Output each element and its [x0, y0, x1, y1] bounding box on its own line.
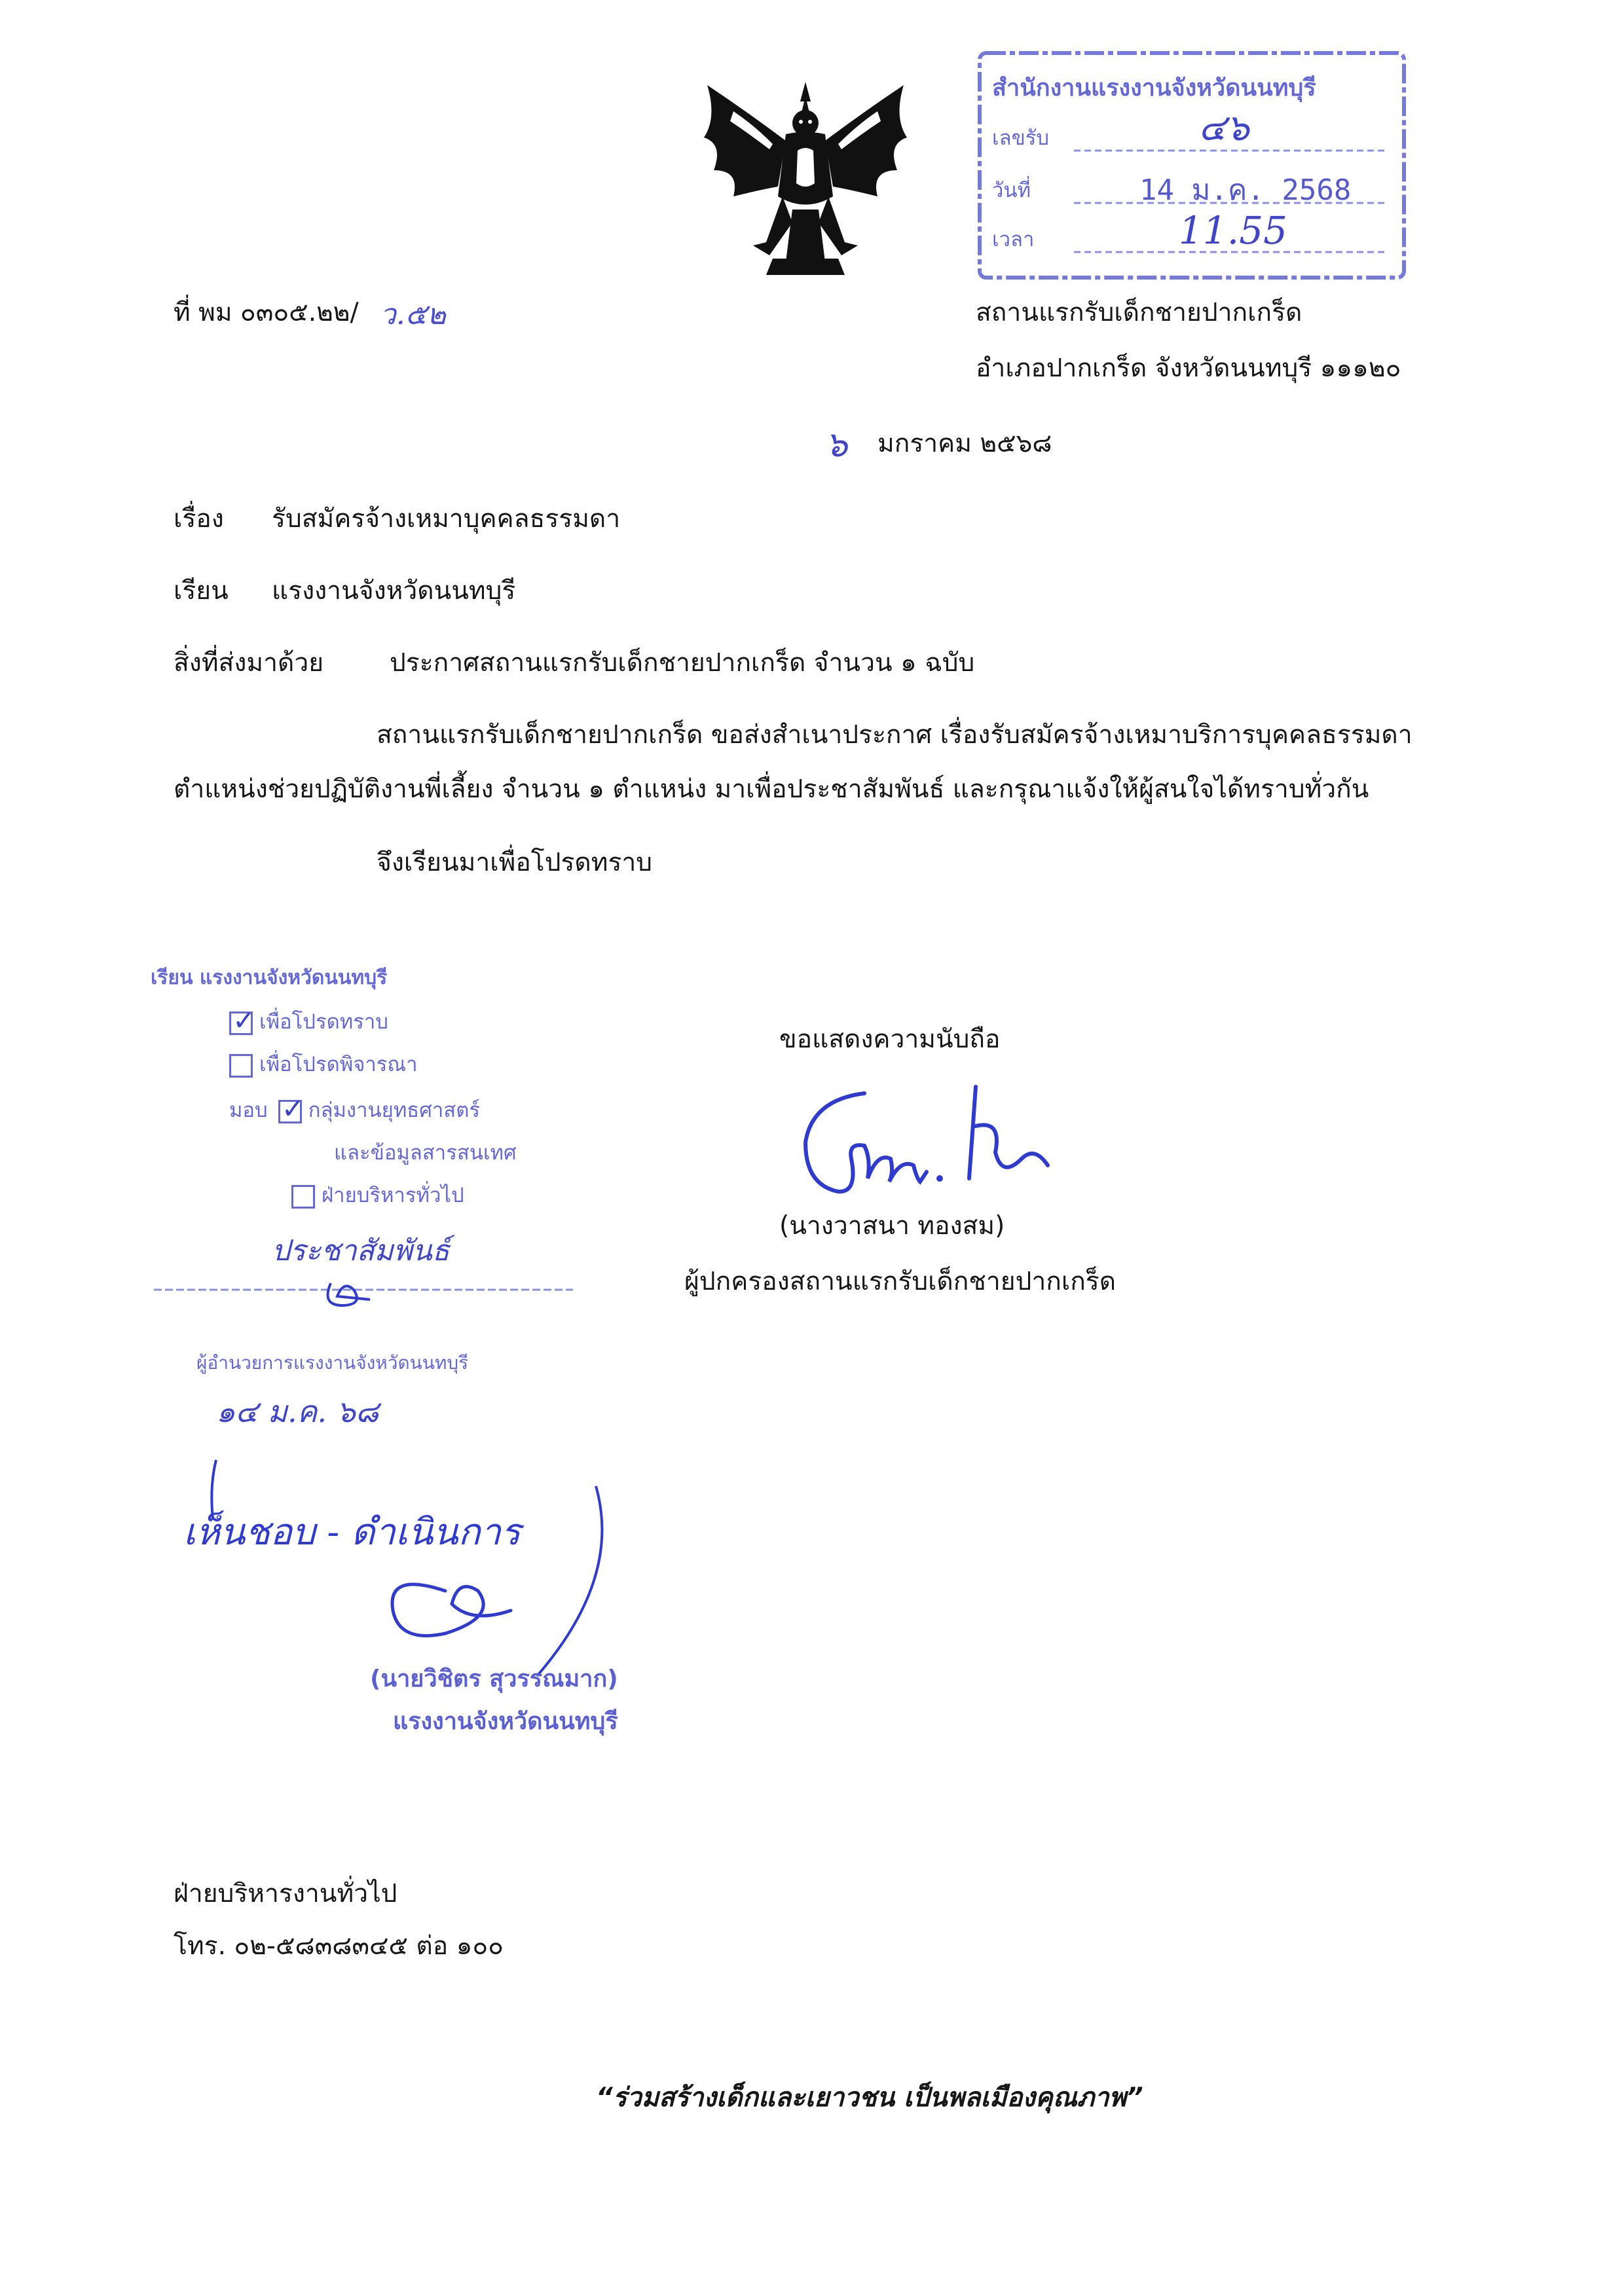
- routing-option-consider-label: เพื่อโปรดพิจารณา: [259, 1053, 418, 1076]
- regards: ขอแสดงความนับถือ: [779, 1025, 1001, 1054]
- routing-handwritten-date: ๑๔ ม.ค. ๖๘: [216, 1394, 379, 1429]
- receipt-stamp-time-label: เวลา: [992, 228, 1035, 251]
- department: ฝ่ายบริหารงานทั่วไป: [174, 1879, 397, 1908]
- signer-name: (นางวาสนา ทองสม): [779, 1211, 1005, 1241]
- routing-option-acknowledge-label: เพื่อโปรดทราบ: [259, 1010, 388, 1034]
- receipt-stamp-date-label: วันที่: [992, 179, 1031, 202]
- body-line2: ตำแหน่งช่วยปฏิบัติงานพี่เลี้ยง จำนวน ๑ ตำแหน่ง มาเพื่อประชาสัมพันธ์ และกรุณาแจ้งให้ผู้สนใจได้ทราบทั่วกัน: [174, 774, 1369, 804]
- enclosure-label: สิ่งที่ส่งมาด้วย: [174, 648, 324, 678]
- body-line1: สถานแรกรับเด็กชายปากเกร็ด ขอส่งสำเนาประกาศ เรื่องรับสมัครจ้างเหมาบริการบุคคลธรรมดา: [377, 720, 1412, 750]
- routing-option-strategy-cont: และข้อมูลสารสนเทศ: [334, 1141, 517, 1165]
- receipt-stamp-header: สำนักงานแรงงานจังหวัดนนทบุรี: [992, 75, 1316, 101]
- routing-option-admin: [291, 1178, 464, 1211]
- letter-date: มกราคม ๒๕๖๘: [877, 429, 1052, 458]
- check-mark-icon: ✓: [281, 1092, 304, 1125]
- approval-signer-position: แรงงานจังหวัดนนทบุรี: [393, 1708, 618, 1735]
- reference-number-handwritten: ว.๕๒: [380, 298, 446, 331]
- checkbox-consider: [229, 1054, 253, 1078]
- sender-address-line2: อำเภอปากเกร็ด จังหวัดนนทบุรี ๑๑๑๒๐: [976, 354, 1401, 383]
- check-mark-icon: ✓: [232, 1004, 256, 1036]
- routing-stamp-header: เรียน แรงงานจังหวัดนนทบุรี: [151, 966, 388, 989]
- routing-stamp-footer: ผู้อำนวยการแรงงานจังหวัดนนทบุรี: [196, 1352, 469, 1374]
- routing-option-strategy: [229, 1093, 480, 1126]
- subject-label: เรื่อง: [174, 504, 224, 534]
- routing-assign-label: มอบ: [229, 1099, 268, 1122]
- recipient: แรงงานจังหวัดนนทบุรี: [272, 576, 516, 606]
- receipt-stamp-recv-label: เลขรับ: [992, 126, 1050, 150]
- routing-option-strategy-label: กลุ่มงานยุทธศาสตร์: [308, 1099, 480, 1122]
- checkbox-admin: [291, 1185, 315, 1209]
- recipient-label: เรียน: [174, 576, 229, 606]
- sender-address-line1: สถานแรกรับเด็กชายปากเกร็ด: [976, 298, 1302, 327]
- routing-option-admin-label: ฝ่ายบริหารทั่วไป: [322, 1184, 464, 1207]
- date-day-handwritten: ๖: [825, 424, 848, 465]
- motto: “ร่วมสร้างเด็กและเยาวชน เป็นพลเมืองคุณภาพ”: [596, 2083, 1143, 2113]
- phone: โทร. ๐๒-๕๘๓๘๓๔๕ ต่อ ๑๐๐: [174, 1931, 504, 1961]
- signer-position: ผู้ปกครองสถานแรกรับเด็กชายปากเกร็ด: [684, 1267, 1116, 1296]
- checkbox-acknowledge: [229, 1004, 256, 1036]
- subject: รับสมัครจ้างเหมาบุคคลธรรมดา: [272, 504, 621, 534]
- receipt-stamp-recv-no: ๔๖: [1198, 107, 1249, 149]
- garuda-emblem-icon: [694, 72, 917, 288]
- routing-option-acknowledge: [229, 1005, 388, 1038]
- signature-vasana: [786, 1080, 1087, 1205]
- closing-request: จึงเรียนมาเพื่อโปรดทราบ: [377, 848, 653, 877]
- routing-option-consider: [229, 1048, 418, 1080]
- approval-signer-name: (นายวิชิตร สุวรรณมาก): [370, 1666, 618, 1692]
- approval-handwritten-order: เห็นชอบ - ดำเนินการ: [183, 1511, 521, 1554]
- checkbox-strategy: [278, 1092, 304, 1125]
- routing-handwritten-note: ประชาสัมพันธ์: [272, 1234, 450, 1267]
- routing-stamp-rule: [154, 1277, 573, 1316]
- enclosure: ประกาศสถานแรกรับเด็กชายปากเกร็ด จำนวน ๑ ฉบับ: [390, 648, 975, 678]
- receipt-stamp-time: 11.55: [1179, 208, 1288, 253]
- reference-number: ที่ พม ๐๓๐๕.๒๒/: [174, 298, 359, 327]
- receipt-stamp-date: 14 ม.ค. 2568: [1139, 173, 1352, 207]
